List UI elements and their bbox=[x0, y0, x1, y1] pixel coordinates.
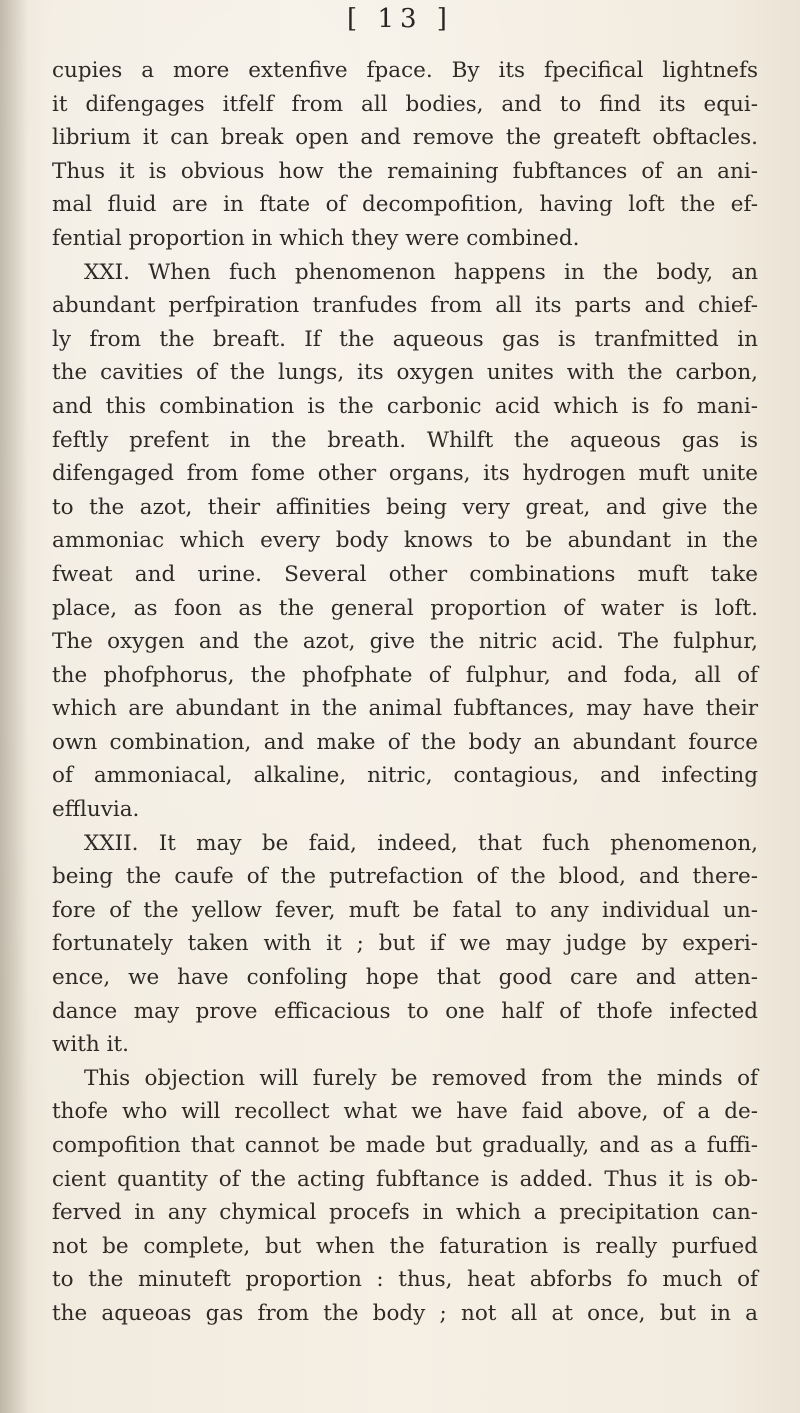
text-line: fore of the yellow fever, muft be fatal to any individual un- bbox=[52, 897, 758, 923]
body-text bbox=[52, 54, 758, 1331]
text-line: not be complete, but when the faturation is really purfued bbox=[52, 1233, 758, 1259]
text-line: place, as foon as the general proportion of water is loft. bbox=[52, 595, 758, 621]
text-line: cient quantity of the acting fubftance is added. Thus it is ob- bbox=[52, 1166, 758, 1192]
text-line: ferved in any chymical procefs in which a precipitation can- bbox=[52, 1200, 758, 1226]
text-line: fweat and urine. Several other combinations muft take bbox=[52, 561, 758, 587]
text-line: it difengages itfelf from all bodies, and to find its equi- bbox=[52, 91, 758, 117]
text-line: cupies a more extenfive fpace. By its fpecifical lightnefs bbox=[52, 58, 758, 83]
text-line: thofe who will recollect what we have faid above, of a de- bbox=[52, 1099, 758, 1125]
text-line: compofition that cannot be made but gradually, and as a fuffi- bbox=[52, 1133, 758, 1158]
text-line: The oxygen and the azot, give the nitric acid. The fulphur, bbox=[52, 629, 758, 655]
text-line: ammoniac which every body knows to be abundant in the bbox=[52, 528, 758, 554]
text-line: the cavities of the lungs, its oxygen unites with the carbon, bbox=[52, 360, 758, 386]
text-line: feftly prefent in the breath. Whilft the aqueous gas is bbox=[52, 427, 758, 453]
text-line: difengaged from fome other organs, its hydrogen muft unite bbox=[52, 461, 758, 487]
text-line: ence, we have confoling hope that good care and atten- bbox=[52, 965, 758, 991]
section-heading-line: XXII. It may be faid, indeed, that fuch phenomenon, bbox=[84, 830, 758, 856]
paragraph-start-line: This objection will furely be removed from the minds of bbox=[84, 1065, 758, 1091]
text-line: to the minuteft proportion : thus, heat abforbs fo much of bbox=[52, 1267, 758, 1293]
section-heading-line: XXI. When fuch phenomenon happens in the body, an bbox=[84, 259, 758, 285]
text-line: fential proportion in which they were combined. bbox=[52, 225, 580, 251]
text-line: abundant perfpiration tranfudes from all its parts and chief- bbox=[52, 293, 758, 319]
text-line: ly from the breaft. If the aqueous gas is tranfmitted in bbox=[52, 326, 758, 352]
text-line: librium it can break open and remove the greateft obftacles. bbox=[52, 125, 758, 151]
page-gutter-shadow bbox=[0, 0, 28, 1413]
text-line: effluvia. bbox=[52, 797, 140, 823]
text-line: the aqueoas gas from the body ; not all at once, but in a bbox=[52, 1300, 758, 1326]
text-line: which are abundant in the animal fubftances, may have their bbox=[52, 696, 758, 722]
text-line: and this combination is the carbonic acid which is fo mani- bbox=[52, 393, 758, 419]
text-line: to the azot, their affinities being very great, and give the bbox=[52, 494, 758, 520]
text-line: dance may prove efficacious to one half of thofe infected bbox=[52, 998, 758, 1024]
text-line: the phofphorus, the phofphate of fulphur, and foda, all of bbox=[52, 662, 758, 688]
text-line: fortunately taken with it ; but if we may judge by experi- bbox=[52, 931, 758, 957]
page-number-header: [ 13 ] bbox=[347, 4, 453, 34]
text-line: own combination, and make of the body an abundant fource bbox=[52, 729, 758, 755]
text-line: mal fluid are in ftate of decompofition, having loft the ef- bbox=[52, 192, 758, 218]
text-line: with it. bbox=[52, 1032, 129, 1058]
text-line: of ammoniacal, alkaline, nitric, contagious, and infecting bbox=[52, 763, 758, 789]
text-line: Thus it is obvious how the remaining fubftances of an ani- bbox=[52, 158, 758, 184]
text-line: being the caufe of the putrefaction of the blood, and there- bbox=[52, 864, 758, 890]
